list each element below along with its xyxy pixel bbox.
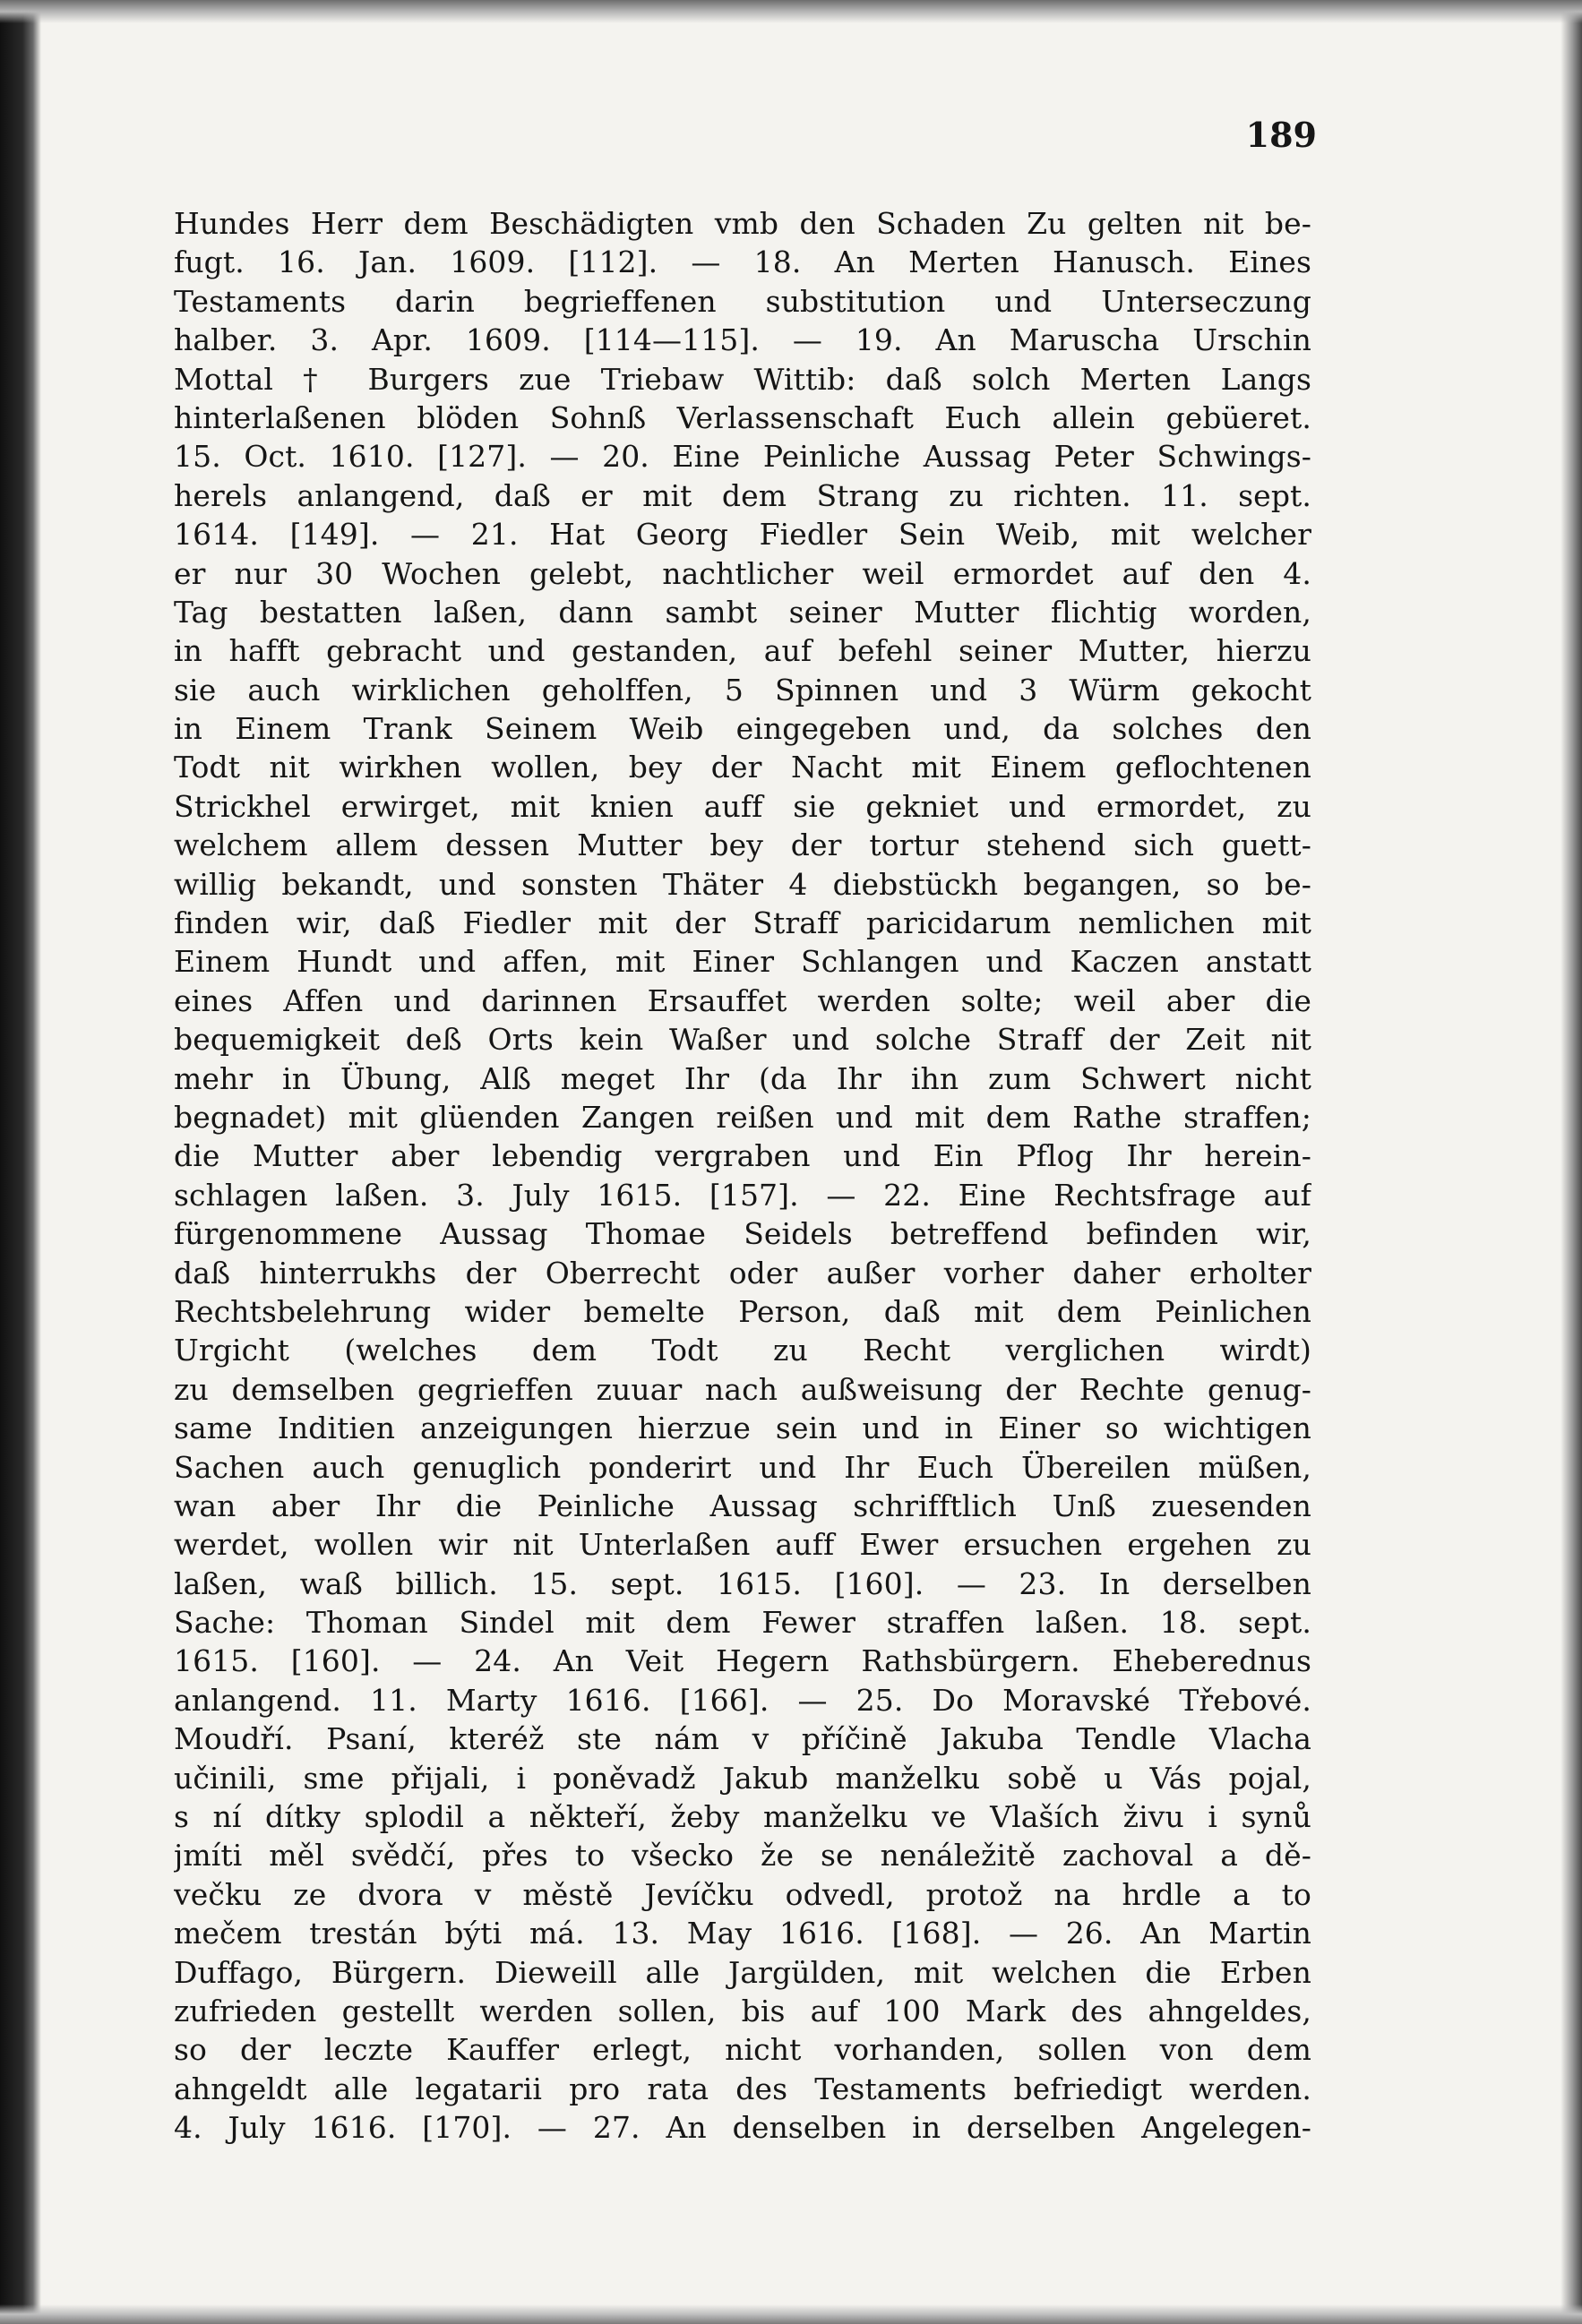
text-line: zufrieden gestellt werden sollen, bis auf 100 Mark des ahngeldes, (174, 1993, 1311, 2028)
text-line: halber. 3. Apr. 1609. [114—115]. — 19. An Maruscha Urschin (174, 322, 1311, 358)
text-line: welchem allem dessen Mutter bey der tortur stehend sich guett- (174, 828, 1311, 863)
text-line: eines Affen und darinnen Ersauffet werden solte; weil aber die (174, 982, 1311, 1018)
text-line: Strickhel erwirget, mit knien auff sie gekniet und ermordet, zu (174, 788, 1311, 824)
text-line: die Mutter aber lebendig vergraben und Ein Pflog Ihr herein- (174, 1138, 1311, 1174)
text-line: willig bekandt, und sonsten Thäter 4 diebstückh begangen, so be- (174, 866, 1311, 902)
text-line: begnadet) mit glüenden Zangen reißen und mit dem Rathe straffen; (174, 1099, 1311, 1135)
text-line: daß hinterrukhs der Oberrecht oder außer vorher daher erholter (174, 1255, 1311, 1291)
text-line: zu demselben gegrieffen zuuar nach außweisung der Rechte genug- (174, 1371, 1311, 1407)
binding-shadow-left (0, 0, 41, 2324)
text-line: večku ze dvora v městě Jevíčku odvedl, protož na hrdle a to (174, 1876, 1311, 1912)
text-line: finden wir, daß Fiedler mit der Straff paricidarum nemlichen mit (174, 905, 1311, 941)
text-line: 1614. [149]. — 21. Hat Georg Fiedler Sein Weib, mit welcher (174, 517, 1311, 553)
text-line: mečem trestán býti má. 13. May 1616. [168]. — 26. An Martin (174, 1916, 1311, 1951)
text-line: bequemigkeit deß Orts kein Waßer und solche Straff der Zeit nit (174, 1022, 1311, 1058)
text-line: Duffago, Bürgern. Dieweill alle Jargülden, mit welchen die Erben (174, 1954, 1311, 1990)
text-line: 4. July 1616. [170]. — 27. An denselben in derselben Angelegen- (174, 2110, 1311, 2146)
text-line: Mottal † Burgers zue Triebaw Wittib: daß solch Merten Langs (174, 361, 1311, 397)
text-line: Sache: Thoman Sindel mit dem Fewer straffen laßen. 18. sept. (174, 1605, 1311, 1641)
text-line: so der leczte Kauffer erlegt, nicht vorhanden, sollen von dem (174, 2032, 1311, 2068)
text-line: anlangend. 11. Marty 1616. [166]. — 25. Do Moravské Třebové. (174, 1682, 1311, 1718)
text-line: in Einem Trank Seinem Weib eingegeben und, da solches den (174, 711, 1311, 747)
text-line: same Inditien anzeigungen hierzue sein und in Einer so wichtigen (174, 1411, 1311, 1446)
text-line: Todt nit wirkhen wollen, bey der Nacht mit Einem geflochtenen (174, 750, 1311, 785)
text-line: s ní dítky splodil a někteří, žeby manželku ve Vlaších živu i synů (174, 1799, 1311, 1835)
text-line: sie auch wirklichen geholffen, 5 Spinnen und 3 Würm gekocht (174, 672, 1311, 707)
page-number: 189 (1245, 115, 1317, 155)
text-line: Urgicht (welches dem Todt zu Recht verglichen wirdt) (174, 1333, 1311, 1368)
text-line: herels anlangend, daß er mit dem Strang zu richten. 11. sept. (174, 477, 1311, 513)
text-line: Moudří. Psaní, kteréž ste nám v příčině Jakuba Tendle Vlacha (174, 1721, 1311, 1757)
page-edge-right (1561, 0, 1582, 2324)
text-line: er nur 30 Wochen gelebt, nachtlicher weil ermordet auf den 4. (174, 555, 1311, 591)
text-line: fugt. 16. Jan. 1609. [112]. — 18. An Merten Hanusch. Eines (174, 244, 1311, 280)
text-line: Sachen auch genuglich ponderirt und Ihr Euch Übereilen müßen, (174, 1449, 1311, 1485)
text-line: Hundes Herr dem Beschädigten vmb den Schaden Zu gelten nit be- (174, 206, 1311, 241)
text-line: Tag bestatten laßen, dann sambt seiner Mutter flichtig worden, (174, 594, 1311, 630)
text-line: in hafft gebracht und gestanden, auf befehl seiner Mutter, hierzu (174, 633, 1311, 669)
text-line: hinterlaßenen blöden Sohnß Verlassenschaft Euch allein gebüeret. (174, 399, 1311, 435)
text-line: laßen, waß billich. 15. sept. 1615. [160]. — 23. In derselben (174, 1565, 1311, 1601)
text-line: Einem Hundt und affen, mit Einer Schlangen und Kaczen anstatt (174, 944, 1311, 980)
text-line: Testaments darin begrieffenen substitution und Unterseczung (174, 283, 1311, 319)
text-line: fürgenommene Aussag Thomae Seidels betreffend befinden wir, (174, 1216, 1311, 1252)
text-line: jmíti měl svědčí, přes to všecko že se nenáležitě zachoval a dě- (174, 1838, 1311, 1874)
text-line: učinili, sme přijali, i poněvadž Jakub manželku sobě u Vás pojal, (174, 1760, 1311, 1796)
text-line: wan aber Ihr die Peinliche Aussag schrifftlich Unß zuesenden (174, 1488, 1311, 1523)
text-line: Rechtsbelehrung wider bemelte Person, daß mit dem Peinlichen (174, 1293, 1311, 1329)
page-edge-top (0, 0, 1582, 23)
text-line: 15. Oct. 1610. [127]. — 20. Eine Peinliche Aussag Peter Schwings- (174, 439, 1311, 475)
text-line: mehr in Übung, Alß meget Ihr (da Ihr ihn zum Schwert nicht (174, 1060, 1311, 1096)
body-text (174, 204, 1311, 2148)
page-edge-bottom (0, 2304, 1582, 2324)
text-line: 1615. [160]. — 24. An Veit Hegern Rathsbürgern. Eheberednus (174, 1643, 1311, 1679)
text-line: werdet, wollen wir nit Unterlaßen auff Ewer ersuchen ergehen zu (174, 1527, 1311, 1563)
text-line: ahngeldt alle legatarii pro rata des Testaments befriedigt werden. (174, 2071, 1311, 2106)
text-line: schlagen laßen. 3. July 1615. [157]. — 22. Eine Rechtsfrage auf (174, 1177, 1311, 1213)
